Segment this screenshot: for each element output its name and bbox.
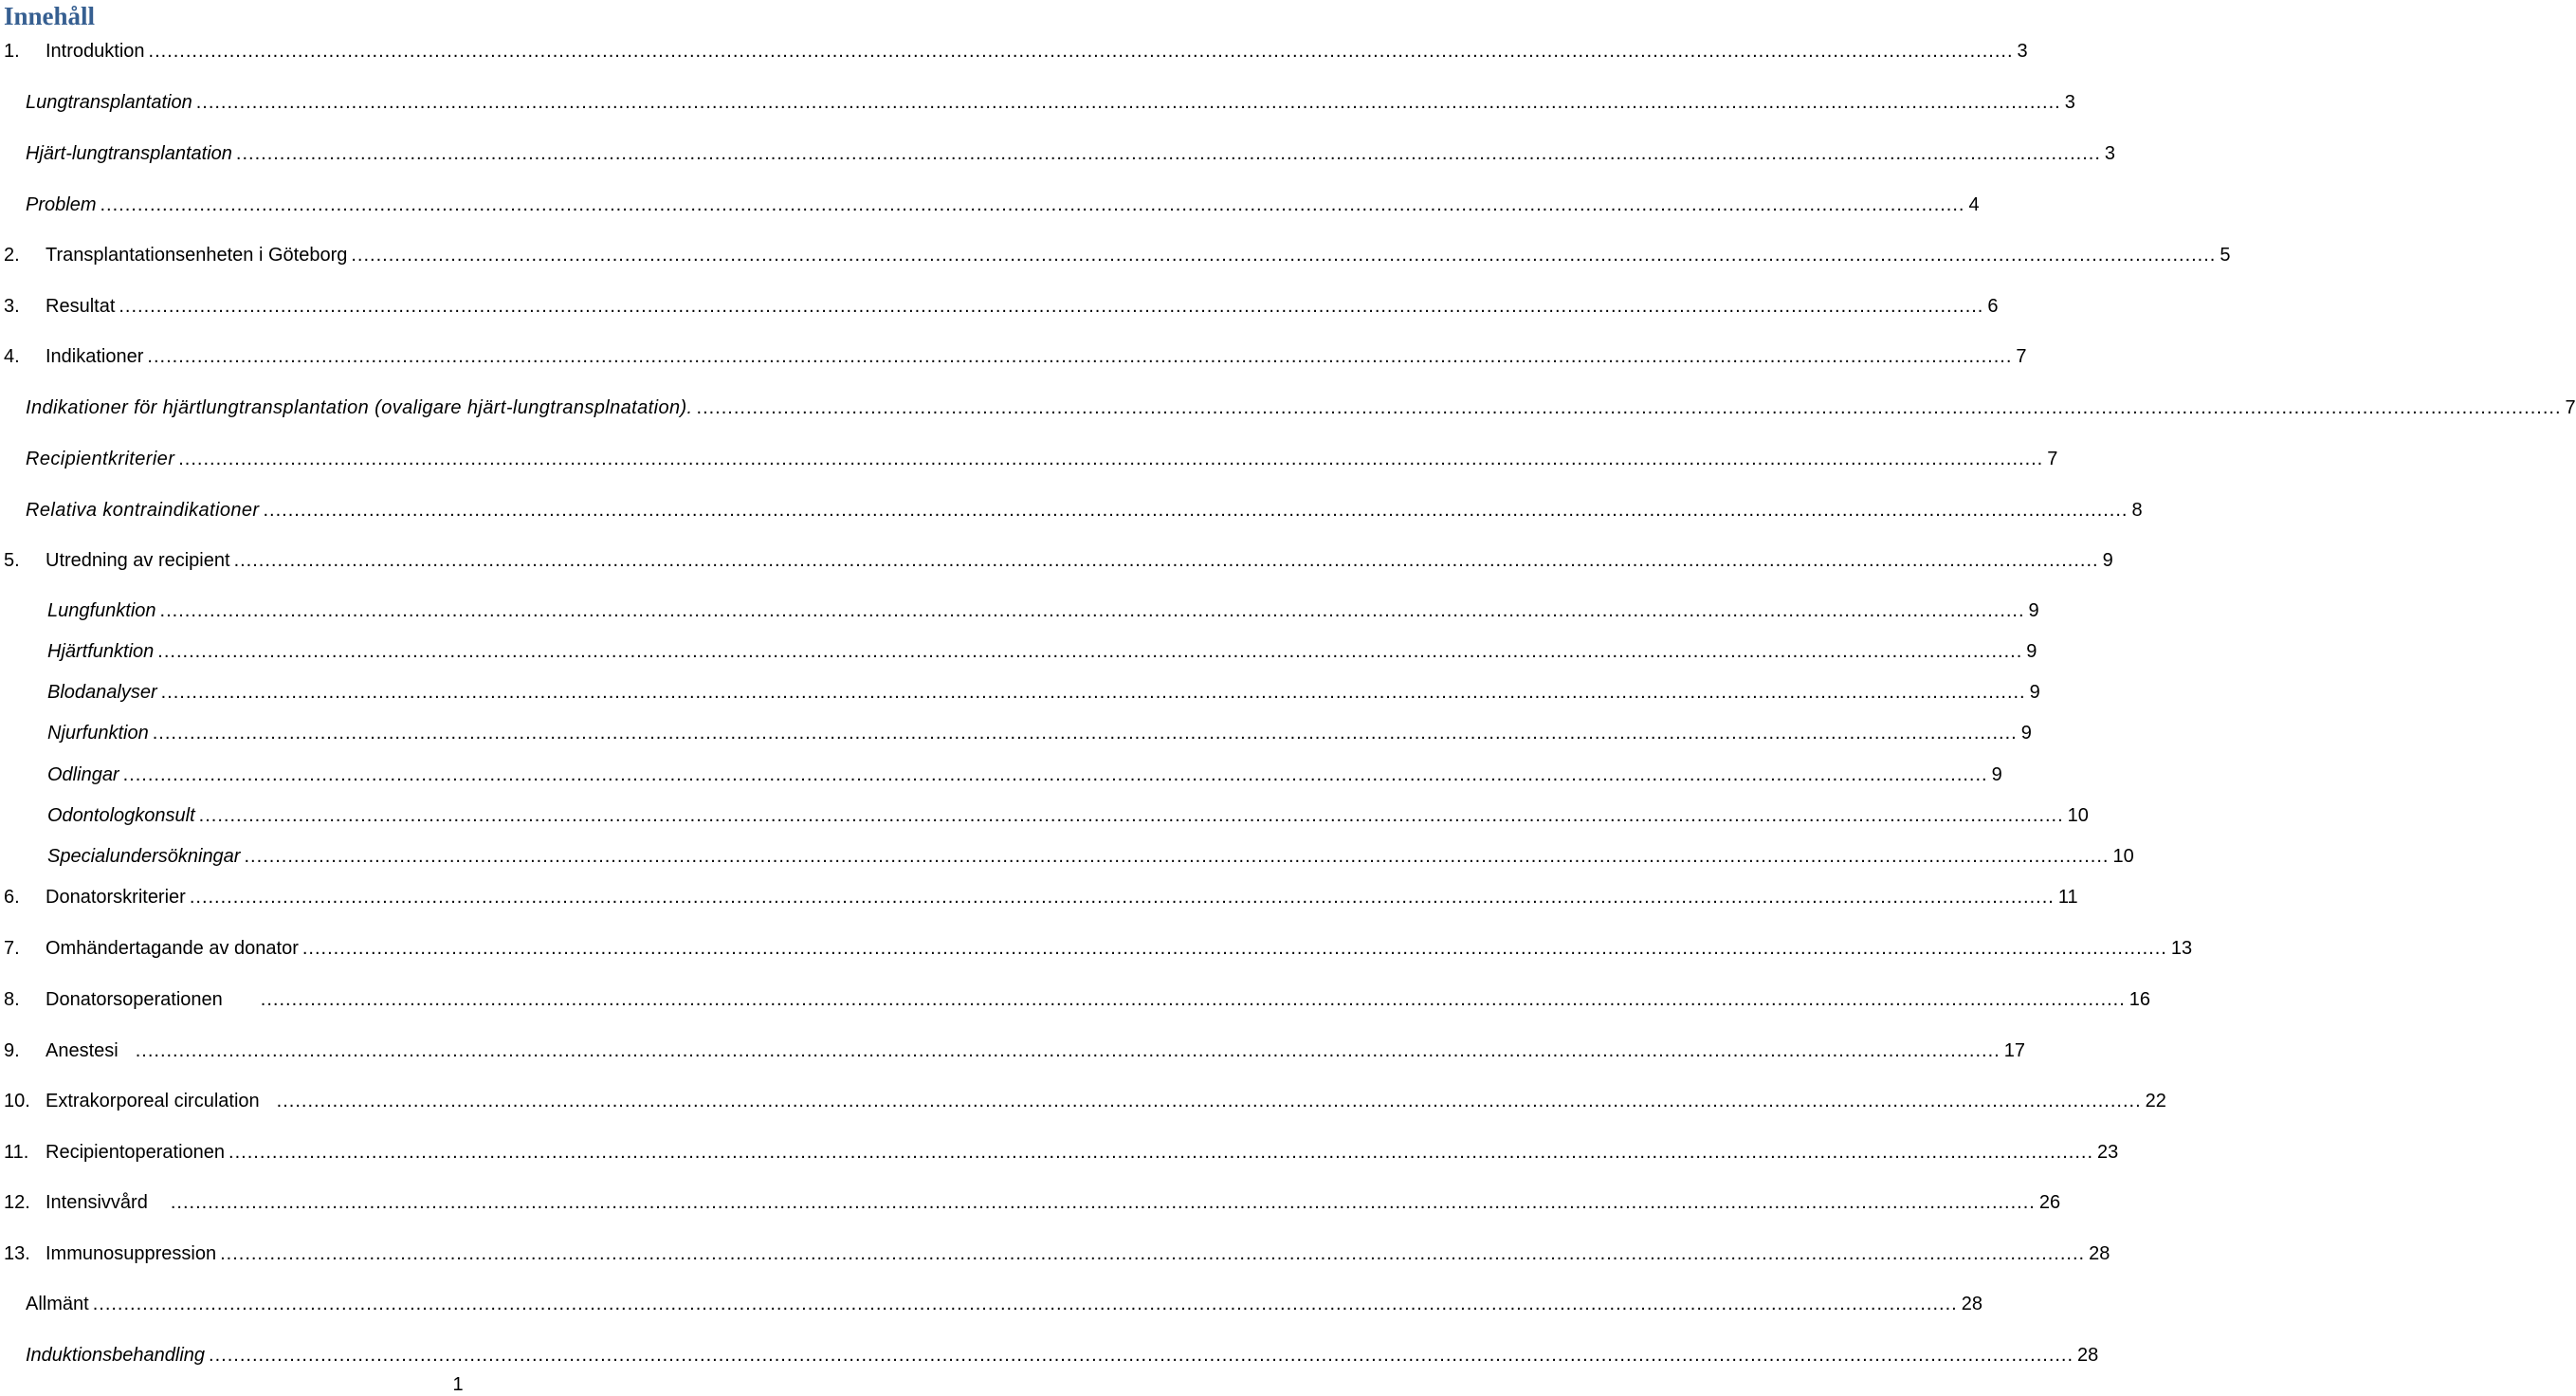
toc-entry-page: 10 <box>2112 846 2134 867</box>
toc-leader-dots: ............................................................................................................................................................................................................................................................................................................ <box>235 143 2101 164</box>
toc-entry[interactable] <box>0 289 1999 318</box>
toc-entry[interactable] <box>0 1287 1982 1315</box>
toc-entry-page: 28 <box>2077 1345 2099 1366</box>
toc-entry-title: Relativa kontraindikationer <box>26 500 260 521</box>
toc-entry-page: 9 <box>2102 550 2113 571</box>
toc-entry-page: 16 <box>2128 989 2151 1010</box>
toc-entry-title: Transplantationsenheten i Göteborg <box>46 245 348 266</box>
toc-leader-dots: ............................................................................................................................................................................................................................................................................................................ <box>178 449 2044 469</box>
toc-entry-number: 8. <box>4 989 20 1010</box>
toc-entry-title: Indikationer för hjärtlungtransplantation (ovaligare hjärt-lungtransplnatation). <box>26 397 693 418</box>
toc-entry-title: Donatorskriterier <box>46 887 186 908</box>
toc-leader-dots: ............................................................................................................................................................................................................................................................................................................ <box>301 938 2167 959</box>
toc-leader-dots: ............................................................................................................................................................................................................................................................................................................ <box>195 92 2061 113</box>
toc-entry-number: 13. <box>4 1243 30 1264</box>
toc-entry-page: 28 <box>2089 1243 2110 1264</box>
toc-leader-dots: ............................................................................................................................................................................................................................................................................................................ <box>228 1142 2094 1163</box>
toc-entry-page: 4 <box>1968 194 1980 215</box>
toc-entry-title: Lungfunktion <box>47 600 156 621</box>
toc-entry-title: Recipientoperationen <box>46 1142 226 1163</box>
toc-entry-title: Immunosuppression <box>46 1243 217 1264</box>
toc-entry-title: Odlingar <box>47 764 119 785</box>
toc-entry-title: Intensivvård <box>46 1192 148 1213</box>
toc-entry[interactable] <box>0 594 2039 622</box>
toc-entry-page: 26 <box>2038 1192 2061 1213</box>
toc-entry[interactable] <box>0 1034 2025 1062</box>
toc-entry-page: 8 <box>2131 500 2143 521</box>
toc-leader-dots: ............................................................................................................................................................................................................................................................................................................ <box>152 723 2018 744</box>
toc-entry-title: Allmänt <box>26 1294 89 1314</box>
toc-entry-title: Lungtransplantation <box>26 92 192 113</box>
toc-entry-title: Indikationer <box>46 346 144 367</box>
toc-leader-dots: ............................................................................................................................................................................................................................................................................................................ <box>209 1345 2074 1366</box>
toc-entry-title: Utredning av recipient <box>46 550 230 571</box>
toc-entry-title: Donatorsoperationen <box>46 989 223 1010</box>
toc-entry-number: 9. <box>4 1040 20 1061</box>
toc-entry-page: 3 <box>2064 92 2075 113</box>
toc-entry-title: Omhändertagande av donator <box>46 938 299 959</box>
toc-entry-number: 7. <box>4 938 20 959</box>
toc-entry[interactable] <box>0 238 2231 266</box>
toc-leader-dots: ............................................................................................................................................................................................................................................................................................................ <box>135 1040 2001 1061</box>
toc-entry-page: 17 <box>2003 1040 2025 1061</box>
toc-leader-dots: ............................................................................................................................................................................................................................................................................................................ <box>220 1243 2086 1264</box>
toc-entry[interactable] <box>0 137 2116 165</box>
toc-entry-title: Njurfunktion <box>47 723 149 744</box>
toc-leader-dots: ............................................................................................................................................................................................................................................................................................................ <box>159 600 2025 621</box>
toc-entry[interactable] <box>0 391 2576 419</box>
toc-entry[interactable] <box>0 442 2058 470</box>
toc-entry-page: 3 <box>2017 41 2028 62</box>
toc-leader-dots: ............................................................................................................................................................................................................................................................................................................ <box>160 682 2026 703</box>
toc-entry[interactable] <box>0 758 2002 786</box>
toc-entry[interactable] <box>0 1135 2119 1164</box>
toc-entry-number: 4. <box>4 346 20 367</box>
toc-entry-page: 22 <box>2145 1091 2166 1111</box>
toc-entry-page: 6 <box>1987 296 1999 317</box>
toc-entry[interactable] <box>0 34 2028 63</box>
toc-entry-page: 9 <box>1991 764 2002 785</box>
toc-entry-title: Problem <box>26 194 97 215</box>
toc-entry[interactable] <box>0 1185 2061 1214</box>
toc-entry-title: Odontologkonsult <box>47 805 195 826</box>
toc-entry[interactable] <box>0 85 2075 114</box>
toc-entry[interactable] <box>0 1338 2099 1367</box>
toc-entry-page: 3 <box>2104 143 2116 164</box>
toc-entry-page: 23 <box>2097 1142 2119 1163</box>
toc-entry[interactable] <box>0 799 2089 827</box>
toc-entry-title: Recipientkriterier <box>26 449 175 469</box>
toc-entry[interactable] <box>0 634 2037 663</box>
toc-heading: Innehåll <box>4 2 96 30</box>
toc-entry-title: Anestesi <box>46 1040 119 1061</box>
toc-entry-title: Introduktion <box>46 41 145 62</box>
toc-entry-page: 9 <box>2029 682 2040 703</box>
toc-entry-page: 13 <box>2170 938 2193 959</box>
toc-leader-dots: ............................................................................................................................................................................................................................................................................................................ <box>233 550 2099 571</box>
toc-entry-title: Hjärt-lungtransplantation <box>26 143 232 164</box>
toc-leader-dots: ............................................................................................................................................................................................................................................................................................................ <box>198 805 2064 826</box>
toc-leader-dots: ............................................................................................................................................................................................................................................................................................................ <box>147 346 2013 367</box>
toc-entry[interactable] <box>0 493 2143 522</box>
toc-entry-page: 9 <box>2026 641 2037 662</box>
toc-entry[interactable] <box>0 340 2027 368</box>
toc-leader-dots: ............................................................................................................................................................................................................................................................................................................ <box>148 41 2014 62</box>
toc-entry-page: 7 <box>2047 449 2058 469</box>
toc-leader-dots: ............................................................................................................................................................................................................................................................................................................ <box>119 296 1984 317</box>
toc-entry-page: 10 <box>2067 805 2089 826</box>
toc-entry-number: 6. <box>4 887 20 908</box>
toc-entry[interactable] <box>0 543 2113 572</box>
toc-entry-page: 9 <box>2028 600 2039 621</box>
toc-entry[interactable] <box>0 1084 2166 1112</box>
toc-entry-page: 11 <box>2057 887 2078 908</box>
toc-leader-dots: ............................................................................................................................................................................................................................................................................................................ <box>100 194 1965 215</box>
toc-entry-number: 10. <box>4 1091 30 1111</box>
toc-entry[interactable] <box>0 983 2151 1011</box>
toc-entry-number: 11. <box>4 1142 29 1163</box>
toc-leader-dots: ............................................................................................................................................................................................................................................................................................................ <box>276 1091 2142 1111</box>
toc-entry[interactable] <box>0 1237 2110 1265</box>
toc-leader-dots: ............................................................................................................................................................................................................................................................................................................ <box>92 1294 1958 1314</box>
toc-leader-dots: ............................................................................................................................................................................................................................................................................................................ <box>263 500 2128 521</box>
toc-entry[interactable] <box>0 188 1980 216</box>
toc-leader-dots: ............................................................................................................................................................................................................................................................................................................ <box>170 1192 2036 1213</box>
toc-entry-page: 5 <box>2220 245 2231 266</box>
toc-leader-dots: ............................................................................................................................................................................................................................................................................................................ <box>260 989 2126 1010</box>
toc-leader-dots: ............................................................................................................................................................................................................................................................................................................ <box>351 245 2217 266</box>
toc-entry-number: 12. <box>4 1192 30 1213</box>
toc-leader-dots: ............................................................................................................................................................................................................................................................................................................ <box>122 764 1988 785</box>
toc-entry-number: 5. <box>4 550 20 571</box>
toc-entry[interactable] <box>0 839 2134 868</box>
toc-entry-title: Extrakorporeal circulation <box>46 1091 260 1111</box>
toc-entry[interactable] <box>0 716 2032 744</box>
toc-entry[interactable] <box>0 675 2040 704</box>
toc-entry-number: 2. <box>4 245 20 266</box>
toc-entry-title: Specialundersökningar <box>47 846 241 867</box>
toc-entry-page: 7 <box>2565 397 2576 418</box>
toc-entry-title: Resultat <box>46 296 116 317</box>
toc-entry-title: Hjärtfunktion <box>47 641 155 662</box>
page-number: 1 <box>452 1374 464 1395</box>
toc-entry[interactable] <box>0 880 2078 909</box>
toc-entry-page: 7 <box>2016 346 2027 367</box>
toc-entry-page: 28 <box>1961 1294 1982 1314</box>
toc-leader-dots: ............................................................................................................................................................................................................................................................................................................ <box>244 846 2110 867</box>
toc-entry-title: Blodanalyser <box>47 682 157 703</box>
toc-entry[interactable] <box>0 931 2193 960</box>
toc-leader-dots: ............................................................................................................................................................................................................................................................................................................ <box>189 887 2055 908</box>
toc-entry-number: 1. <box>4 41 20 62</box>
toc-entry-number: 3. <box>4 296 20 317</box>
toc-leader-dots: ............................................................................................................................................................................................................................................................................................................ <box>157 641 2023 662</box>
toc-entry-page: 9 <box>2020 723 2032 744</box>
toc-leader-dots: ............................................................................................................................................................................................................................................................................................................ <box>696 397 2562 418</box>
toc-entry-title: Induktionsbehandling <box>26 1345 206 1366</box>
